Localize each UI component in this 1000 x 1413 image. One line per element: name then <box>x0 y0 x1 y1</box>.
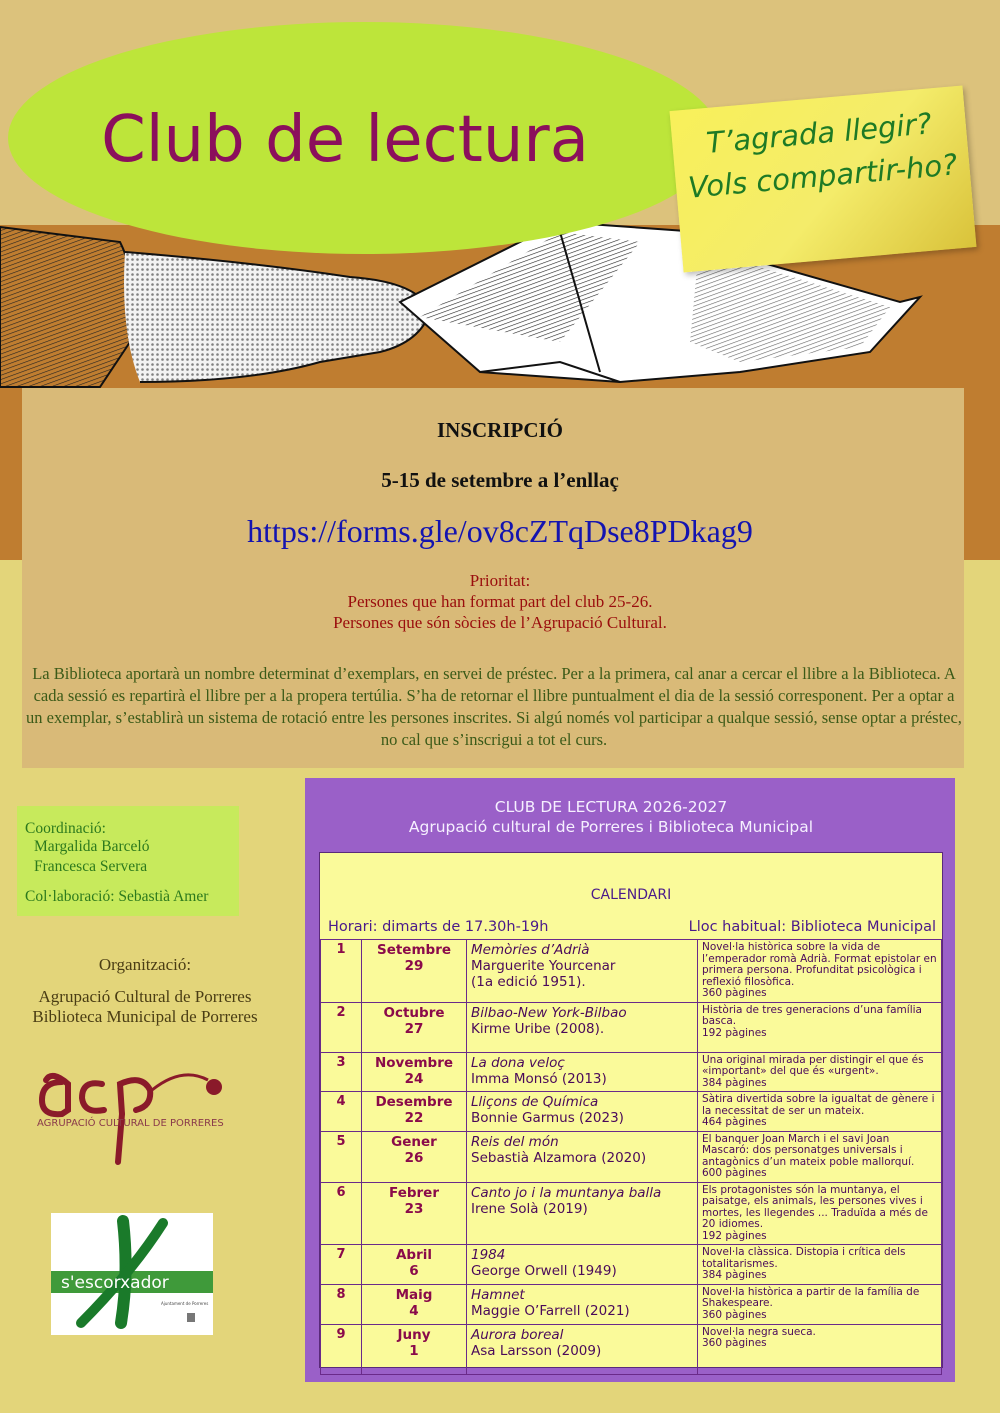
session-day: 6 <box>409 1263 419 1279</box>
session-description <box>698 1092 942 1132</box>
inscription-link[interactable]: https://forms.gle/ov8cZTqDse8PDkag9 <box>247 513 753 549</box>
book-author: Sebastià Alzamora (2020) <box>471 1149 647 1166</box>
session-month: Abril <box>395 1247 433 1263</box>
session-description <box>698 1284 942 1324</box>
book-pages: 192 pàgines <box>702 1229 767 1242</box>
book-description: Novel·la clàssica. Distopia i crítica dels totalitarismes. <box>702 1246 906 1270</box>
table-row <box>321 1284 942 1324</box>
session-book <box>467 1324 698 1374</box>
sticky-note <box>669 85 976 272</box>
session-day: 27 <box>404 1020 424 1037</box>
calendar-heading: CALENDARI <box>590 887 672 903</box>
book-pages: 360 pàgines <box>702 1308 767 1321</box>
session-number: 6 <box>321 1182 362 1245</box>
book-pages: 360 pàgines <box>702 1337 767 1349</box>
session-day: 24 <box>404 1070 424 1087</box>
session-month: Octubre <box>383 1004 445 1021</box>
book-pages: 464 pàgines <box>702 1116 767 1128</box>
shield-icon <box>187 1313 195 1322</box>
book-author: Asa Larsson (2009) <box>471 1342 602 1359</box>
calendar-title: CLUB DE LECTURA 2026-2027 <box>494 798 728 816</box>
book-author: Maggie O’Farrell (2021) <box>471 1302 630 1319</box>
coordination-label: Coordinació: <box>25 820 106 837</box>
book-author: George Orwell (1949) <box>471 1263 617 1279</box>
session-day: 29 <box>404 958 424 974</box>
book-title: La dona veloç <box>471 1054 565 1071</box>
table-row <box>321 1182 942 1245</box>
table-row <box>321 1131 942 1182</box>
session-day: 1 <box>409 1342 419 1359</box>
book-pages: 360 pàgines <box>702 987 767 999</box>
sessions-table <box>320 939 942 1375</box>
session-book <box>467 940 698 1003</box>
session-number: 4 <box>321 1092 362 1132</box>
book-description: El banquer Joan March i el savi Joan Mascaró: dos personatges universals i antagònics d’un mateix poble mallorquí. <box>702 1132 915 1168</box>
session-date <box>362 1324 467 1374</box>
book-title: 1984 <box>471 1247 506 1263</box>
session-day: 26 <box>404 1149 424 1166</box>
book-author: Kirme Uribe (2008). <box>471 1020 605 1037</box>
table-row <box>321 1052 942 1092</box>
session-description <box>698 1324 942 1374</box>
sticky-note-text: T’agrada llegir? Vols compartir-ho? <box>686 106 959 205</box>
session-month: Gener <box>391 1133 437 1150</box>
inscription-dates: 5-15 de setembre a l’enllaç <box>381 468 619 492</box>
session-number: 8 <box>321 1284 362 1324</box>
session-number: 3 <box>321 1052 362 1092</box>
coordinator-1: Margalida Barceló <box>34 838 150 855</box>
book-description: Novel·la històrica sobre la vida de l’emperador romà Adrià. Format epistolar en primera persona. Profunditat psicològica i reflexió filosòfica. <box>702 941 937 988</box>
session-date <box>362 1002 467 1052</box>
book-author: Imma Monsó (2013) <box>471 1070 607 1087</box>
book-title: Reis del món <box>471 1133 559 1150</box>
session-day: 23 <box>404 1200 424 1217</box>
session-month: Febrer <box>389 1184 439 1201</box>
session-description <box>698 1131 942 1182</box>
book-description: Els protagonistes són la muntanya, el paisatge, els animals, les persones vives i mortes, les llegendes ... Traduïda a més de 20 idiomes. <box>702 1183 928 1230</box>
session-date <box>362 1092 467 1132</box>
book-title: Bilbao-New York-Bilbao <box>471 1004 627 1021</box>
table-row <box>321 1324 942 1374</box>
priority-item-1: Persones que han format part del club 25-26. <box>347 592 653 611</box>
inscription-heading: INSCRIPCIÓ <box>436 418 564 442</box>
book-author-extra: (1a edició 1951). <box>471 974 586 990</box>
session-description <box>698 1052 942 1092</box>
session-description <box>698 1182 942 1245</box>
calendar-subtitle: Agrupació cultural de Porreres i Biblioteca Municipal <box>408 818 814 836</box>
acp-logo-text: AGRUPACIÓ CULTURAL DE PORRERES <box>37 1118 224 1129</box>
book-title: Memòries d’Adrià <box>471 942 590 958</box>
coordination-box <box>17 806 239 916</box>
organization-1: Agrupació Cultural de Porreres <box>38 987 252 1006</box>
book-pages: 600 pàgines <box>702 1167 767 1179</box>
session-month: Juny <box>397 1326 431 1343</box>
session-book <box>467 1131 698 1182</box>
book-description: Novel·la negra sueca. <box>702 1325 816 1338</box>
session-date <box>362 940 467 1003</box>
session-book <box>467 1052 698 1092</box>
organization-label: Organització: <box>98 955 192 974</box>
calendar-panel <box>305 778 955 1382</box>
priority-block <box>0 570 1000 633</box>
book-title: Hamnet <box>471 1286 525 1303</box>
book-author: Irene Solà (2019) <box>471 1200 588 1217</box>
session-description <box>698 940 942 1003</box>
session-book <box>467 1284 698 1324</box>
session-book <box>467 1002 698 1052</box>
session-description <box>698 1002 942 1052</box>
table-row <box>321 1002 942 1052</box>
session-month: Setembre <box>376 942 452 958</box>
session-number: 2 <box>321 1002 362 1052</box>
table-row <box>321 1092 942 1132</box>
book-title: Lliçons de Química <box>471 1094 599 1110</box>
session-number: 7 <box>321 1245 362 1285</box>
session-date <box>362 1052 467 1092</box>
session-book <box>467 1092 698 1132</box>
session-month: Maig <box>395 1286 433 1303</box>
session-description <box>698 1245 942 1285</box>
session-date <box>362 1182 467 1245</box>
calendar-schedule: Horari: dimarts de 17.30h-19h <box>328 919 549 935</box>
session-number: 9 <box>321 1324 362 1374</box>
session-number: 5 <box>321 1131 362 1182</box>
session-book <box>467 1245 698 1285</box>
inscription-body: La Biblioteca aportarà un nombre determinat d’exemplars, en servei de préstec. Per a la primera, cal anar a cercar el llibre a la Biblioteca. A cada sessió es repartirà el llibre per a la propera tertúlia. S’ha de retornar el llibre puntualment el dia de la sessió corresponent. Per a optar a un exemplar, s’establirà un sistema de rotació entre les persones inscrites. Si algú només vol participar a qualque sessió, sense optar a préstec, no cal que s’inscrigui a tot el curs. <box>26 664 962 749</box>
session-number: 1 <box>321 940 362 1003</box>
priority-label: Prioritat: <box>469 571 531 590</box>
collaboration-text: Col·laboració: Sebastià Amer <box>25 888 209 905</box>
session-book <box>467 1182 698 1245</box>
calendar-table <box>319 852 943 1368</box>
session-date <box>362 1284 467 1324</box>
book-title: Aurora boreal <box>471 1326 564 1343</box>
organization-2: Biblioteca Municipal de Porreres <box>32 1007 258 1026</box>
book-pages: 384 pàgines <box>702 1269 767 1281</box>
session-month: Novembre <box>374 1054 454 1071</box>
page-title: Club de lectura <box>101 103 589 177</box>
table-row <box>321 940 942 1003</box>
table-row <box>321 1245 942 1285</box>
book-description: Història de tres generacions d’una família basca. <box>702 1003 922 1027</box>
book-description: Una original mirada per distingir el que és «important» del que és «urgent». <box>702 1053 924 1077</box>
session-date <box>362 1245 467 1285</box>
escorxador-logo <box>51 1213 213 1335</box>
coordinator-2: Francesca Servera <box>34 858 148 875</box>
acp-logo <box>32 1062 232 1172</box>
escorxador-logo-graphic <box>51 1213 213 1335</box>
book-description: Sàtira divertida sobre la igualtat de gènere i la necessitat de ser un mateix. <box>702 1093 935 1117</box>
book-title: Canto jo i la muntanya balla <box>471 1184 662 1201</box>
escorxador-logo-subtext: Ajuntament de Porreres <box>161 1301 209 1306</box>
priority-item-2: Persones que són sòcies de l’Agrupació Cultural. <box>333 613 667 632</box>
escorxador-logo-text: s'escorxador <box>61 1273 169 1293</box>
calendar-venue: Lloc habitual: Biblioteca Municipal <box>688 919 936 935</box>
session-day: 4 <box>409 1302 419 1319</box>
session-date <box>362 1131 467 1182</box>
session-month: Desembre <box>375 1094 453 1110</box>
book-author: Bonnie Garmus (2023) <box>471 1110 624 1126</box>
book-pages: 384 pàgines <box>702 1076 767 1089</box>
book-pages: 192 pàgines <box>702 1026 767 1039</box>
book-author: Marguerite Yourcenar <box>471 958 616 974</box>
book-description: Novel·la històrica a partir de la família de Shakespeare. <box>702 1285 920 1309</box>
session-day: 22 <box>404 1110 424 1126</box>
